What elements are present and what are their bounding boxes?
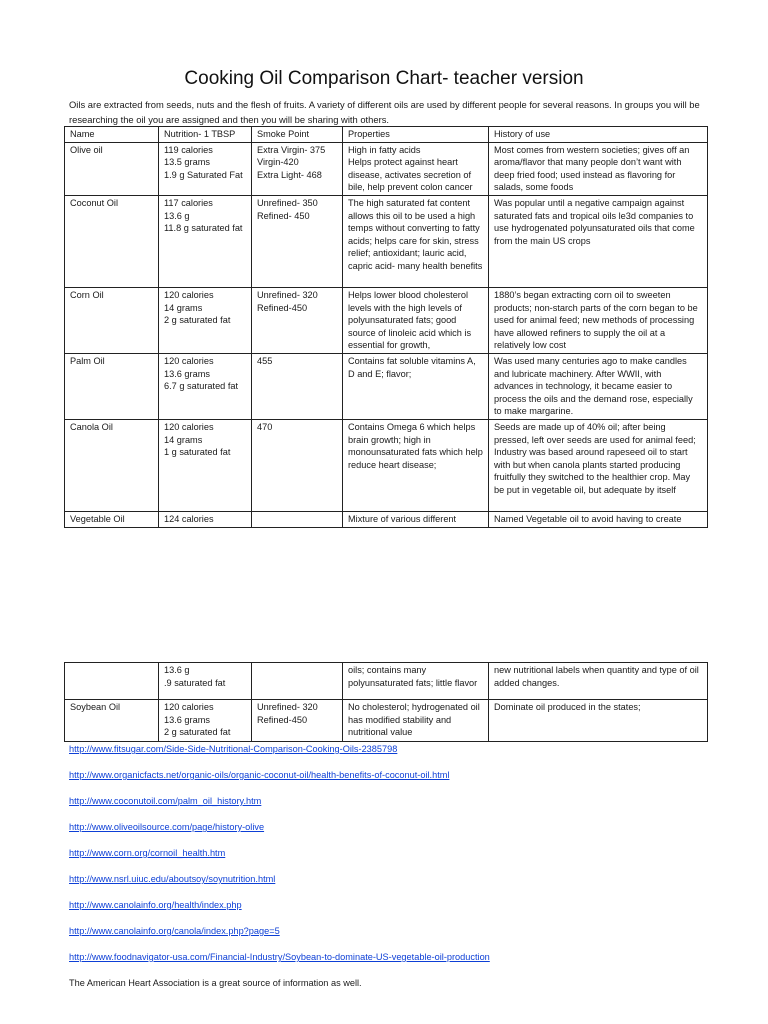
nutrition-cell: 119 calories 13.5 grams 1.9 g Saturated Fat	[159, 142, 252, 195]
properties-cell: The high saturated fat content allows this oil to be used a high temps without converting to fatty acids; helps care for skin, stress relief; antioxidant; lauric acid, capric acid- many health benefits	[343, 195, 489, 287]
smoke-point-cell: Unrefined- 320 Refined-450	[252, 287, 343, 353]
intro-paragraph: Oils are extracted from seeds, nuts and the flesh of fruits. A variety of different oils are used by different people for several reasons. In groups you will be researching the oil you are assigned and then you will be sharing with others.	[69, 99, 700, 125]
reference-links	[69, 742, 709, 976]
reference-link[interactable]: http://www.oliveoilsource.com/page/history-olive	[69, 822, 265, 832]
nutrition-cell: 120 calories 14 grams 2 g saturated fat	[159, 287, 252, 353]
oil-name-cell	[65, 663, 159, 700]
history-cell: Was used many centuries ago to make candles and lubricate machinery. After WWII, with advances in technology, it became easier to process the oils and the demand rose, especially to make margarine.	[489, 353, 708, 419]
footer-note: The American Heart Association is a great source of information as well.	[69, 978, 362, 988]
smoke-point-cell: 455	[252, 353, 343, 419]
oil-name-cell: Palm Oil	[65, 353, 159, 419]
nutrition-cell: 13.6 g .9 saturated fat	[159, 663, 252, 700]
table-row	[65, 511, 708, 527]
smoke-point-cell: 470	[252, 419, 343, 511]
table-row	[65, 287, 708, 353]
history-cell: Seeds are made up of 40% oil; after being pressed, left over seeds are used for animal feed; Industry was based around rapeseed oil to start with but when canola plants started producing fruitfully they switched to the healthier crop. May be put in vegetable oil, but adequate by itself	[489, 419, 708, 511]
table-row	[65, 353, 708, 419]
oil-comparison-table-continued	[64, 662, 708, 742]
properties-cell: Contains fat soluble vitamins A, D and E; flavor;	[343, 353, 489, 419]
history-cell: Dominate oil produced in the states;	[489, 700, 708, 742]
smoke-point-cell: Unrefined- 320 Refined-450	[252, 700, 343, 742]
oil-name-cell: Olive oil	[65, 142, 159, 195]
header-name: Name	[65, 127, 159, 143]
oil-name-cell: Soybean Oil	[65, 700, 159, 742]
header-smoke-point: Smoke Point	[252, 127, 343, 143]
properties-cell: Mixture of various different	[343, 511, 489, 527]
history-cell: 1880’s began extracting corn oil to sweeten products; non-starch parts of the corn began to be used for animal feed; new methods of processing have allowed refiners to supply the oil at a relatively low cost	[489, 287, 708, 353]
properties-cell: Contains Omega 6 which helps brain growth; high in monounsaturated fats which help reduce heart disease;	[343, 419, 489, 511]
table-row	[65, 419, 708, 511]
nutrition-cell: 120 calories 13.6 grams 2 g saturated fat	[159, 700, 252, 742]
nutrition-cell: 124 calories	[159, 511, 252, 527]
reference-link[interactable]: http://www.corn.org/cornoil_health.htm	[69, 848, 226, 858]
history-cell: new nutritional labels when quantity and type of oil added changes.	[489, 663, 708, 700]
nutrition-cell: 120 calories 14 grams 1 g saturated fat	[159, 419, 252, 511]
reference-link[interactable]: http://www.fitsugar.com/Side-Side-Nutritional-Comparison-Cooking-Oils-2385798	[69, 744, 398, 754]
oil-name-cell: Vegetable Oil	[65, 511, 159, 527]
history-cell: Was popular until a negative campaign against saturated fats and tropical oils le3d companies to use hydrogenated polyunsaturated oils that come from the main US crops	[489, 195, 708, 287]
reference-link[interactable]: http://www.organicfacts.net/organic-oils/organic-coconut-oil/health-benefits-of-coconut-oil.html	[69, 770, 450, 780]
header-nutrition: Nutrition- 1 TBSP	[159, 127, 252, 143]
table-row	[65, 195, 708, 287]
nutrition-cell: 120 calories 13.6 grams 6.7 g saturated fat	[159, 353, 252, 419]
reference-link[interactable]: http://www.coconutoil.com/palm_oil_history.htm	[69, 796, 262, 806]
properties-cell: High in fatty acids Helps protect against heart disease, activates secretion of bile, help prevent colon cancer	[343, 142, 489, 195]
reference-link[interactable]: http://www.nsrl.uiuc.edu/aboutsoy/soynutrition.html	[69, 874, 276, 884]
properties-cell: Helps lower blood cholesterol levels with the high levels of polyunsaturated fats; good source of linoleic acid which is essential for growth,	[343, 287, 489, 353]
header-history: History of use	[489, 127, 708, 143]
oil-comparison-table	[64, 126, 708, 528]
smoke-point-cell	[252, 663, 343, 700]
oil-name-cell: Canola Oil	[65, 419, 159, 511]
oil-name-cell: Coconut Oil	[65, 195, 159, 287]
reference-link[interactable]: http://www.canolainfo.org/canola/index.php?page=5	[69, 926, 280, 936]
smoke-point-cell: Unrefined- 350 Refined- 450	[252, 195, 343, 287]
table-row	[65, 142, 708, 195]
properties-cell: oils; contains many polyunsaturated fats; little flavor	[343, 663, 489, 700]
properties-cell: No cholesterol; hydrogenated oil has modified stability and nutritional value	[343, 700, 489, 742]
page-title: Cooking Oil Comparison Chart- teacher version	[184, 68, 584, 89]
oil-name-cell: Corn Oil	[65, 287, 159, 353]
table-header-row	[65, 127, 708, 143]
smoke-point-cell	[252, 511, 343, 527]
nutrition-cell: 117 calories 13.6 g 11.8 g saturated fat	[159, 195, 252, 287]
header-properties: Properties	[343, 127, 489, 143]
history-cell: Named Vegetable oil to avoid having to create	[489, 511, 708, 527]
smoke-point-cell: Extra Virgin- 375 Virgin-420 Extra Light- 468	[252, 142, 343, 195]
table-row	[65, 700, 708, 742]
table-row	[65, 663, 708, 700]
reference-link[interactable]: http://www.canolainfo.org/health/index.php	[69, 900, 242, 910]
history-cell: Most comes from western societies; gives off an aroma/flavor that many people don’t want with deep fried food; used instead as flavoring for salads, some foods	[489, 142, 708, 195]
reference-link[interactable]: http://www.foodnavigator-usa.com/Financial-Industry/Soybean-to-dominate-US-vegetable-oil-production	[69, 952, 490, 962]
